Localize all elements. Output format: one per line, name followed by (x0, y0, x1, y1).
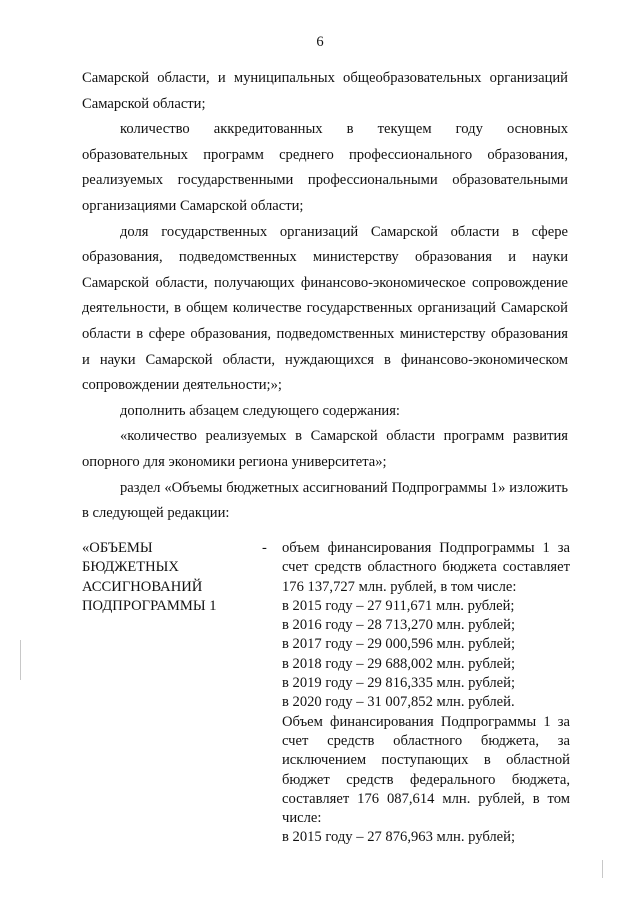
scan-artifact (602, 860, 603, 878)
table-heading-line: «ОБЪЕМЫ (82, 540, 153, 556)
scan-artifact (20, 640, 21, 680)
table-heading-line: ПОДПРОГРАММЫ 1 (82, 597, 217, 614)
paragraph: количество аккредитованных в текущем году основных образовательных программ среднего профессионального образования, реализуемых государственными профессиональными образовательными организациями Самарской области; (82, 121, 568, 214)
year-line: в 2018 году – 29 688,002 млн. рублей; (282, 655, 516, 672)
year-line: в 2015 году – 27 911,671 млн. рублей; (282, 597, 515, 614)
table-left-cell (82, 539, 247, 616)
table-heading-line: БЮДЖЕТНЫХ (82, 559, 179, 576)
table-heading-line: АССИГНОВАНИЙ (82, 578, 203, 595)
page-number: 6 (316, 34, 324, 50)
paragraph: дополнить абзацем следующего содержания: (120, 402, 400, 419)
funding-intro: объем финансирования Подпрограммы 1 за счет средств областного бюджета составляет 176 137,727 млн. рублей, в том числе: (282, 540, 570, 595)
table-dash: - (262, 540, 267, 556)
paragraph: доля государственных организаций Самарской области в сфере образования, подведомственных министерству образования и науки Самарской области, получающих финансово-экономическое сопровождение деятельности, в общем количестве государственных организаций Самарской области в сфере образования, подведомственных министерству образования и науки Самарской области, нуждающихся в финансово-экономическом сопровождении деятельности;»; (82, 223, 568, 394)
year-line: в 2017 году – 29 000,596 млн. рублей; (282, 636, 516, 653)
paragraph: Самарской области, и муниципальных общеобразовательных организаций Самарской области; (82, 70, 568, 112)
funding-intro: Объем финансирования Подпрограммы 1 за счет средств областного бюджета, за исключением поступающих в областной бюджет средств федерального бюджета, составляет 176 087,614 млн. рублей, в том числе: (282, 713, 570, 827)
paragraph: раздел «Объемы бюджетных ассигнований Подпрограммы 1» изложить в следующей редакции: (82, 479, 568, 522)
year-line: в 2016 году – 28 713,270 млн. рублей; (282, 617, 516, 634)
year-line: в 2015 году – 27 876,963 млн. рублей; (282, 829, 516, 846)
year-line: в 2020 году – 31 007,852 млн. рублей. (282, 694, 515, 711)
year-line: в 2019 году – 29 816,335 млн. рублей; (282, 675, 516, 692)
paragraph: «количество реализуемых в Самарской области программ развития опорного для экономики региона университета»; (82, 428, 568, 470)
table-right-cell (282, 539, 570, 848)
body-text (82, 66, 568, 527)
